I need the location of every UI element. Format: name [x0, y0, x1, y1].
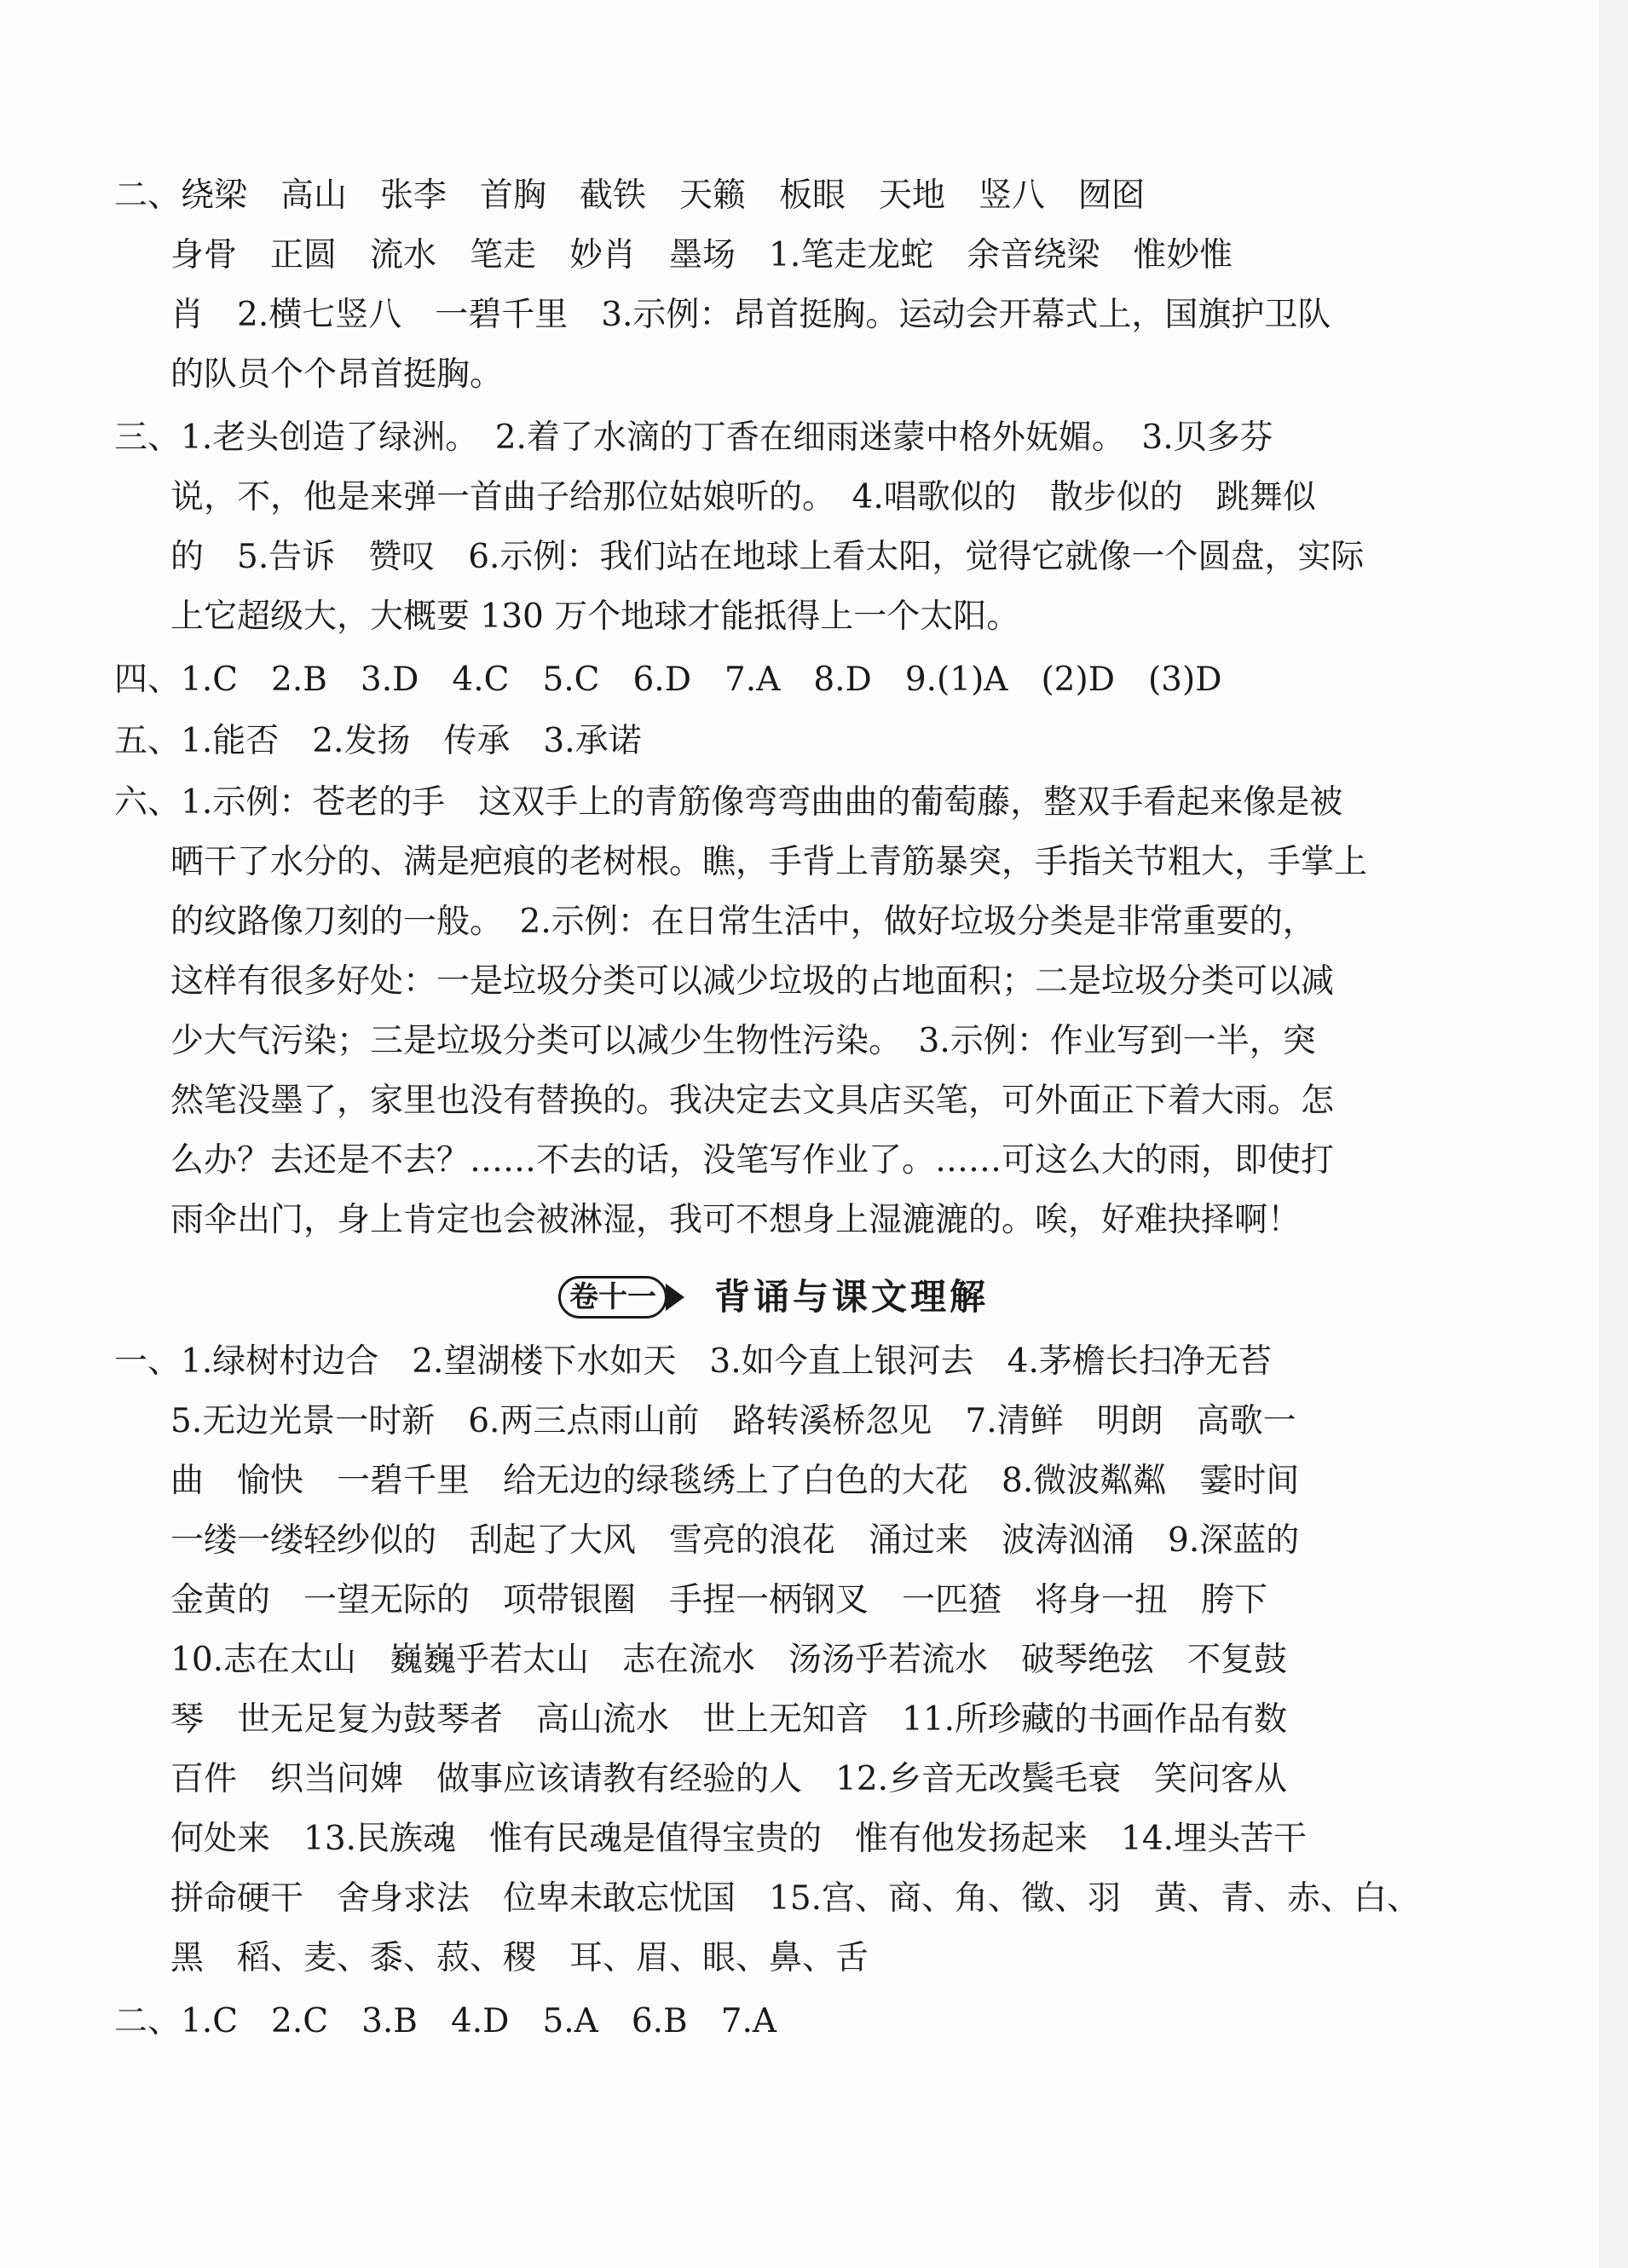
text-line: 晒干了水分的、满是疤痕的老树根。瞧，手背上青筋暴突，手指关节粗大，手掌上 [170, 843, 1368, 881]
text-line: 肖 2.横七竖八 一碧千里 3.示例：昂首挺胸。运动会开幕式上，国旗护卫队 [170, 296, 1331, 334]
text-line: 百件 织当问婢 做事应该请教有经验的人 12.乡音无改鬓毛衰 笑问客从 [170, 1760, 1288, 1798]
text-line: 的队员个个昂首挺胸。 [170, 355, 504, 394]
text-line: 四、1.C 2.B 3.D 4.C 5.C 6.D 7.A 8.D 9.(1)A (2)D (3)D [114, 661, 1222, 699]
text-line: 一缕一缕轻纱似的 刮起了大风 雪亮的浪花 涌过来 波涛汹涌 9.深蓝的 [170, 1521, 1300, 1560]
text-line: 五、1.能否 2.发扬 传承 3.承诺 [114, 722, 642, 760]
text-line: 的 5.告诉 赞叹 6.示例：我们站在地球上看太阳，觉得它就像一个圆盘，实际 [170, 538, 1365, 576]
text-line: 琴 世无足复为鼓琴者 高山流水 世上无知音 11.所珍藏的书画作品有数 [170, 1700, 1288, 1739]
text-line: 5.无边光景一时新 6.两三点雨山前 路转溪桥忽见 7.清鲜 明朗 高歌一 [170, 1402, 1296, 1440]
text-line: 少大气污染；三是垃圾分类可以减少生物性污染。 3.示例：作业写到一半，突 [170, 1022, 1316, 1060]
text-line: 然笔没墨了，家里也没有替换的。我决定去文具店买笔，可外面正下着大雨。怎 [170, 1082, 1335, 1120]
text-line: 六、1.示例：苍老的手 这双手上的青筋像弯弯曲曲的葡萄藤，整双手看起来像是被 [114, 783, 1343, 822]
arrow-right-icon [666, 1284, 684, 1311]
text-line: 说，不，他是来弹一首曲子给那位姑娘听的。 4.唱歌似的 散步似的 跳舞似 [170, 478, 1316, 517]
text-line: 二、1.C 2.C 3.B 4.D 5.A 6.B 7.A [114, 2002, 777, 2040]
text-line: 何处来 13.民族魂 惟有民魂是值得宝贵的 惟有他发扬起来 14.埋头苦干 [170, 1820, 1308, 1858]
text-line: 金黄的 一望无际的 项带银圈 手捏一柄钢叉 一匹猹 将身一扭 胯下 [170, 1581, 1268, 1619]
text-line: 的纹路像刀刻的一般。 2.示例：在日常生活中，做好垃圾分类是非常重要的， [170, 903, 1316, 941]
text-line: 上它超级大，大概要 130 万个地球才能抵得上一个太阳。 [170, 597, 1020, 636]
scan-margin [1599, 0, 1628, 2268]
section-title [0, 1268, 1628, 1328]
section-title-text: 背诵与课文理解 [714, 1276, 990, 1318]
text-line: 这样有很多好处：一是垃圾分类可以减少垃圾的占地面积；二是垃圾分类可以减 [170, 962, 1335, 1001]
text-line: 三、1.老头创造了绿洲。 2.着了水滴的丁香在细雨迷蒙中格外妩媚。 3.贝多芬 [114, 418, 1273, 457]
text-line: 10.志在太山 巍巍乎若太山 志在流水 汤汤乎若流水 破琴绝弦 不复鼓 [170, 1641, 1288, 1679]
text-line: 二、绕梁 高山 张李 首胸 截铁 天籁 板眼 天地 竖八 囫囵 [114, 176, 1146, 215]
volume-badge: 卷十一 [558, 1276, 667, 1319]
text-line: 雨伞出门，身上肯定也会被淋湿，我可不想身上湿漉漉的。唉，好难抉择啊！ [170, 1201, 1302, 1239]
text-line: 一、1.绿树村边合 2.望湖楼下水如天 3.如今直上银河去 4.茅檐长扫净无苔 [114, 1342, 1272, 1381]
text-line: 拼命硬干 舍身求法 位卑未敢忘忧国 15.宫、商、角、徵、羽 黄、青、赤、白、 [170, 1879, 1421, 1918]
text-line: 身骨 正圆 流水 笔走 妙肖 墨场 1.笔走龙蛇 余音绕梁 惟妙惟 [170, 236, 1233, 274]
text-line: 曲 愉快 一碧千里 给无边的绿毯绣上了白色的大花 8.微波粼粼 霎时间 [170, 1462, 1300, 1500]
text-line: 么办？去还是不去？……不去的话，没笔写作业了。……可这么大的雨，即使打 [170, 1141, 1335, 1180]
text-line: 黑 稻、麦、黍、菽、稷 耳、眉、眼、鼻、舌 [170, 1939, 869, 1977]
